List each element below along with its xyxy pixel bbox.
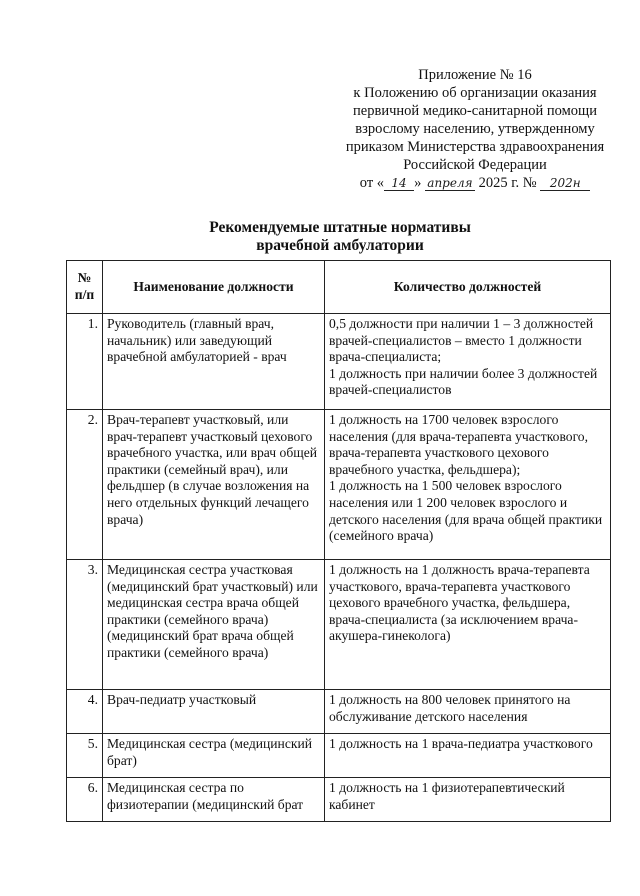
handwritten-day: 14 [384, 176, 414, 191]
annex-line: приказом Министерства здравоохранения [345, 139, 605, 155]
title-line-2: врачебной амбулатории [256, 237, 424, 254]
row-number: 1. [67, 314, 103, 410]
annex-line: взрослому населению, утвержденному [355, 121, 595, 137]
date-year: 2025 г. № [478, 175, 537, 191]
handwritten-order-number: 202н [540, 176, 590, 191]
header-no: № п/п [67, 261, 103, 314]
date-prefix: от « [359, 175, 385, 191]
table-row [67, 560, 611, 690]
row-number: 5. [67, 734, 103, 778]
row-position: Врач-терапевт участковый, или врач-терапевт участковый цехового врачебного участка, или врач общей практики (семейный врач), или фельдшер (в случае возложения на него отдельных функций лечащего врача) [103, 410, 325, 560]
row-position: Врач-педиатр участковый [103, 690, 325, 734]
row-position: Медицинская сестра по физиотерапии (медицинский брат [103, 778, 325, 822]
row-quantity: 1 должность на 800 человек принятого на обслуживание детского населения [325, 690, 611, 734]
row-quantity: 1 должность на 1 врача-педиатра участкового [325, 734, 611, 778]
table-header-row [67, 261, 611, 314]
table-row [67, 410, 611, 560]
annex-header [330, 66, 620, 192]
table-row [67, 778, 611, 822]
document-title [150, 219, 530, 255]
title-line-1: Рекомендуемые штатные нормативы [209, 219, 471, 236]
handwritten-month: апреля [425, 176, 475, 191]
row-number: 6. [67, 778, 103, 822]
row-position: Медицинская сестра участковая (медицинский брат участковый) или медицинская сестра врача общей практики (семейного врача) (медицинский брат врача общей практики (семейного врача) [103, 560, 325, 690]
table-row [67, 690, 611, 734]
annex-date-line [330, 174, 620, 192]
row-number: 2. [67, 410, 103, 560]
row-number: 3. [67, 560, 103, 690]
annex-line: Российской Федерации [403, 157, 547, 173]
row-quantity: 1 должность на 1 должность врача-терапевта участкового, врача-терапевта участкового цехового врачебного участка, фельдшера, врача-специалиста (за исключением врача-акушера-гинеколога) [325, 560, 611, 690]
table-row [67, 734, 611, 778]
header-name: Наименование должности [103, 261, 325, 314]
header-qty: Количество должностей [325, 261, 611, 314]
table-row [67, 314, 611, 410]
row-position: Руководитель (главный врач, начальник) или заведующий врачебной амбулаторией - врач [103, 314, 325, 410]
row-quantity: 0,5 должности при наличии 1 – 3 должностей врачей-специалистов – вместо 1 должности врача-специалиста; 1 должность при наличии более 3 должностей врачей-специалистов [325, 314, 611, 410]
row-number: 4. [67, 690, 103, 734]
row-position: Медицинская сестра (медицинский брат) [103, 734, 325, 778]
annex-line: первичной медико-санитарной помощи [353, 103, 597, 119]
annex-title: Приложение № 16 [418, 67, 532, 83]
row-quantity: 1 должность на 1 физиотерапевтический кабинет [325, 778, 611, 822]
annex-line: к Положению об организации оказания [353, 85, 597, 101]
date-mid: » [414, 175, 422, 191]
row-quantity: 1 должность на 1700 человек взрослого населения (для врача-терапевта участкового, врача-терапевта участкового цехового врачебного участка, фельдшера); 1 должность на 1 500 человек взрослого населения или 1 200 человек взрослого и детского населения (для врача общей практики (семейного врача) [325, 410, 611, 560]
staffing-norms-table [66, 260, 611, 822]
